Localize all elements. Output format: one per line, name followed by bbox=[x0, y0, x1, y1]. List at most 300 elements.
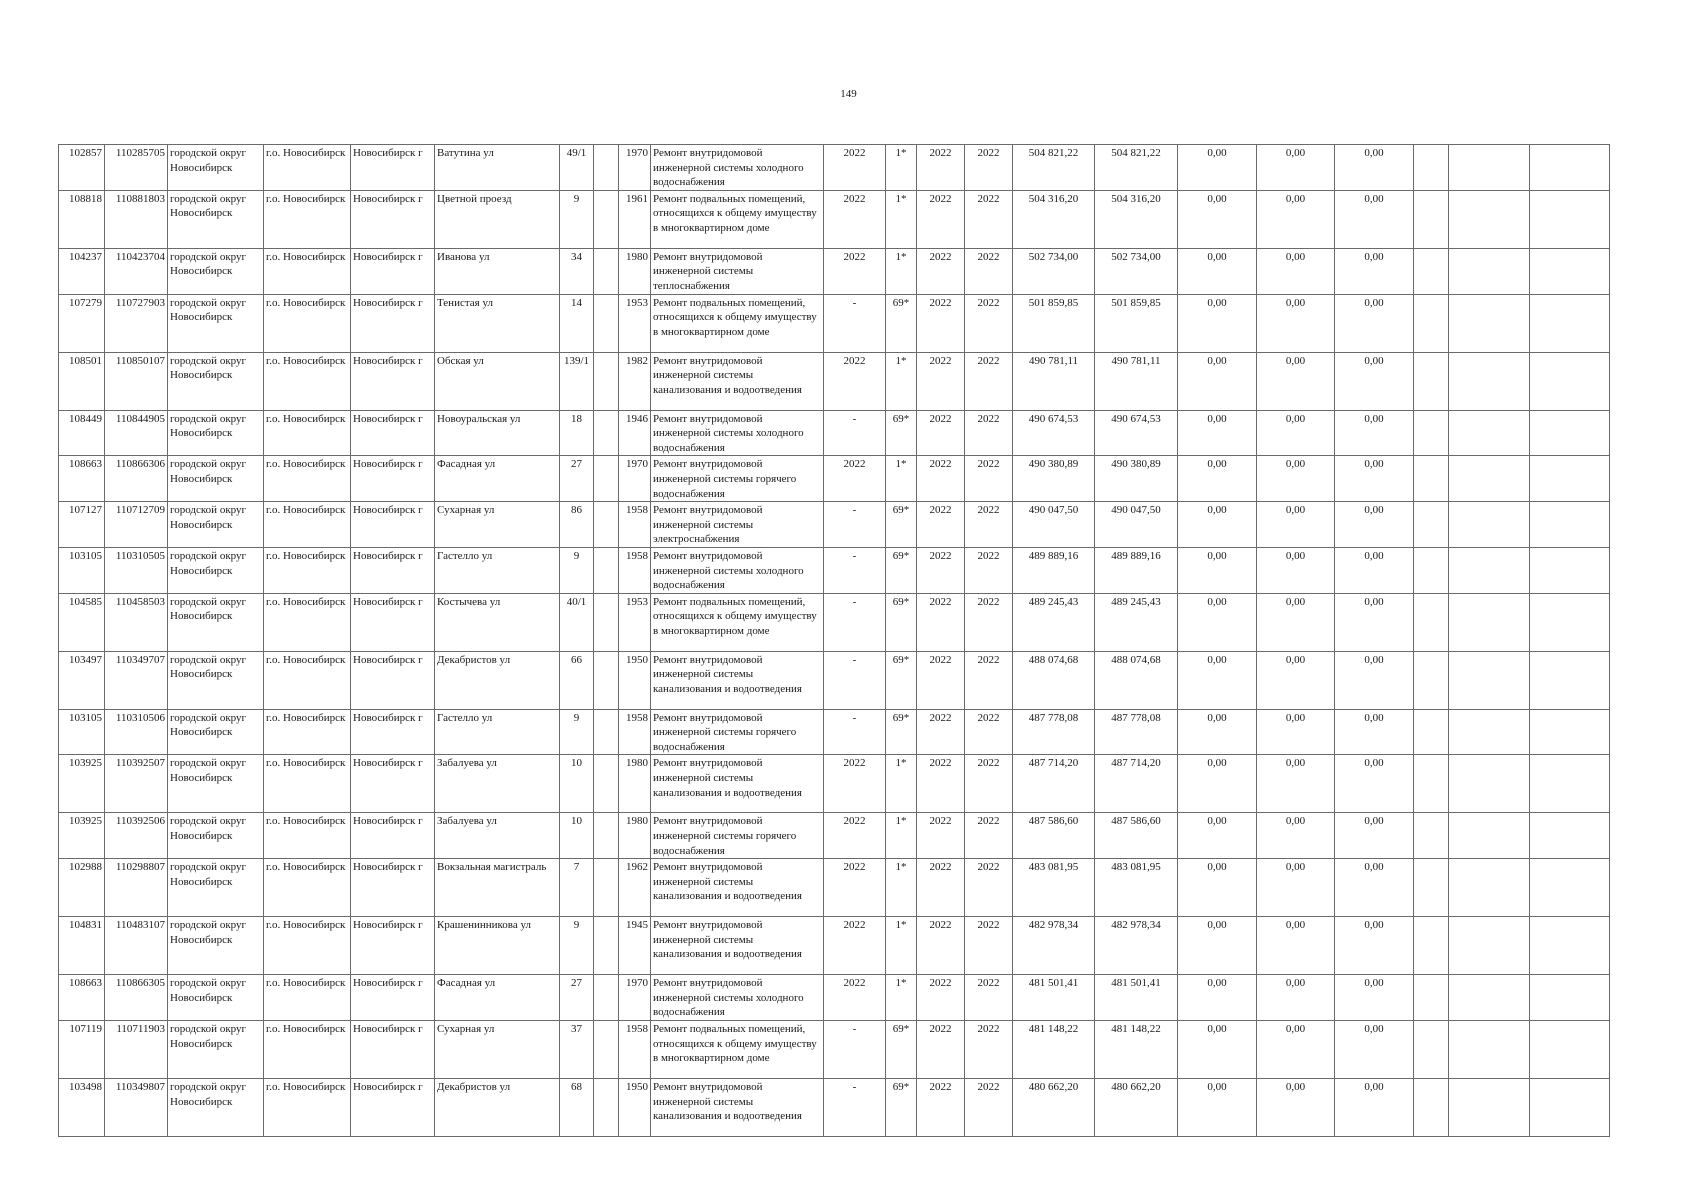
cell-record-id: 110392506 bbox=[105, 813, 168, 859]
cell-total-cost: 490 781,11 bbox=[1013, 352, 1095, 410]
cell-build-year: 1970 bbox=[619, 145, 651, 191]
cell-budget-regional: 0,00 bbox=[1257, 502, 1335, 548]
cell-extra-3 bbox=[1530, 547, 1610, 593]
cell-work-type: Ремонт подвальных помещений, относящихся к общему имуществу в многоквартирном доме bbox=[651, 294, 824, 352]
cell-house-number: 9 bbox=[560, 190, 594, 248]
cell-house-id: 108449 bbox=[59, 410, 105, 456]
cell-budget-local: 0,00 bbox=[1335, 456, 1414, 502]
cell-building bbox=[594, 410, 619, 456]
cell-budget-local: 0,00 bbox=[1335, 190, 1414, 248]
cell-extra-1 bbox=[1414, 352, 1449, 410]
cell-city: Новосибирск г bbox=[351, 709, 435, 755]
cell-street: Гастелло ул bbox=[435, 709, 560, 755]
cell-build-year: 1958 bbox=[619, 1021, 651, 1079]
cell-start-year: 2022 bbox=[917, 755, 965, 813]
cell-start-year: 2022 bbox=[917, 813, 965, 859]
cell-municipality: городской округ Новосибирск bbox=[168, 755, 264, 813]
cell-budget-regional: 0,00 bbox=[1257, 651, 1335, 709]
cell-budget-federal: 0,00 bbox=[1178, 1079, 1257, 1137]
cell-fund-cost: 502 734,00 bbox=[1095, 248, 1178, 294]
table-row bbox=[59, 813, 1610, 859]
cell-criterion: 69* bbox=[886, 593, 917, 651]
cell-total-cost: 480 662,20 bbox=[1013, 1079, 1095, 1137]
cell-criterion: 69* bbox=[886, 709, 917, 755]
cell-start-year: 2022 bbox=[917, 547, 965, 593]
cell-street: Декабристов ул bbox=[435, 651, 560, 709]
cell-end-year: 2022 bbox=[965, 709, 1013, 755]
cell-build-year: 1961 bbox=[619, 190, 651, 248]
cell-city: Новосибирск г bbox=[351, 859, 435, 917]
cell-building bbox=[594, 145, 619, 191]
cell-record-id: 110392507 bbox=[105, 755, 168, 813]
cell-building bbox=[594, 248, 619, 294]
cell-city: Новосибирск г bbox=[351, 975, 435, 1021]
cell-plan-year: 2022 bbox=[824, 248, 886, 294]
cell-budget-local: 0,00 bbox=[1335, 410, 1414, 456]
cell-budget-local: 0,00 bbox=[1335, 248, 1414, 294]
cell-fund-cost: 489 889,16 bbox=[1095, 547, 1178, 593]
cell-extra-2 bbox=[1449, 859, 1530, 917]
cell-extra-3 bbox=[1530, 248, 1610, 294]
cell-house-number: 139/1 bbox=[560, 352, 594, 410]
cell-house-id: 108663 bbox=[59, 975, 105, 1021]
cell-building bbox=[594, 709, 619, 755]
cell-fund-cost: 504 316,20 bbox=[1095, 190, 1178, 248]
cell-fund-cost: 487 778,08 bbox=[1095, 709, 1178, 755]
cell-house-number: 34 bbox=[560, 248, 594, 294]
cell-municipality: городской округ Новосибирск bbox=[168, 410, 264, 456]
cell-municipality: городской округ Новосибирск bbox=[168, 709, 264, 755]
cell-build-year: 1970 bbox=[619, 975, 651, 1021]
cell-start-year: 2022 bbox=[917, 145, 965, 191]
cell-budget-federal: 0,00 bbox=[1178, 547, 1257, 593]
cell-building bbox=[594, 547, 619, 593]
cell-house-number: 68 bbox=[560, 1079, 594, 1137]
cell-budget-local: 0,00 bbox=[1335, 502, 1414, 548]
capital-repair-table bbox=[58, 144, 1610, 1137]
cell-extra-2 bbox=[1449, 975, 1530, 1021]
cell-extra-3 bbox=[1530, 651, 1610, 709]
cell-extra-1 bbox=[1414, 248, 1449, 294]
cell-street: Фасадная ул bbox=[435, 456, 560, 502]
cell-extra-1 bbox=[1414, 709, 1449, 755]
table-row bbox=[59, 593, 1610, 651]
cell-work-type: Ремонт внутридомовой инженерной системы канализования и водоотведения bbox=[651, 859, 824, 917]
cell-end-year: 2022 bbox=[965, 352, 1013, 410]
cell-budget-federal: 0,00 bbox=[1178, 190, 1257, 248]
cell-extra-2 bbox=[1449, 352, 1530, 410]
cell-extra-1 bbox=[1414, 145, 1449, 191]
cell-record-id: 110310505 bbox=[105, 547, 168, 593]
cell-house-id: 103925 bbox=[59, 813, 105, 859]
cell-extra-1 bbox=[1414, 294, 1449, 352]
cell-record-id: 110310506 bbox=[105, 709, 168, 755]
cell-work-type: Ремонт внутридомовой инженерной системы электроснабжения bbox=[651, 502, 824, 548]
cell-house-number: 27 bbox=[560, 975, 594, 1021]
cell-house-id: 103105 bbox=[59, 709, 105, 755]
cell-street: Декабристов ул bbox=[435, 1079, 560, 1137]
cell-extra-1 bbox=[1414, 1021, 1449, 1079]
cell-total-cost: 501 859,85 bbox=[1013, 294, 1095, 352]
cell-budget-regional: 0,00 bbox=[1257, 813, 1335, 859]
cell-fund-cost: 487 586,60 bbox=[1095, 813, 1178, 859]
cell-budget-federal: 0,00 bbox=[1178, 502, 1257, 548]
cell-fund-cost: 490 047,50 bbox=[1095, 502, 1178, 548]
cell-start-year: 2022 bbox=[917, 975, 965, 1021]
table-row bbox=[59, 1021, 1610, 1079]
cell-work-type: Ремонт внутридомовой инженерной системы канализования и водоотведения bbox=[651, 651, 824, 709]
cell-house-id: 108818 bbox=[59, 190, 105, 248]
cell-settlement: г.о. Новосибирск bbox=[264, 248, 351, 294]
cell-street: Крашенинникова ул bbox=[435, 917, 560, 975]
cell-work-type: Ремонт подвальных помещений, относящихся к общему имуществу в многоквартирном доме bbox=[651, 1021, 824, 1079]
cell-city: Новосибирск г bbox=[351, 294, 435, 352]
cell-plan-year: - bbox=[824, 651, 886, 709]
cell-municipality: городской округ Новосибирск bbox=[168, 813, 264, 859]
cell-start-year: 2022 bbox=[917, 651, 965, 709]
cell-criterion: 69* bbox=[886, 547, 917, 593]
cell-extra-1 bbox=[1414, 410, 1449, 456]
cell-criterion: 1* bbox=[886, 190, 917, 248]
cell-budget-regional: 0,00 bbox=[1257, 352, 1335, 410]
cell-extra-3 bbox=[1530, 1021, 1610, 1079]
cell-extra-1 bbox=[1414, 502, 1449, 548]
cell-municipality: городской округ Новосибирск bbox=[168, 1021, 264, 1079]
cell-street: Ватутина ул bbox=[435, 145, 560, 191]
cell-municipality: городской округ Новосибирск bbox=[168, 190, 264, 248]
cell-street: Вокзальная магистраль bbox=[435, 859, 560, 917]
table-row bbox=[59, 547, 1610, 593]
cell-building bbox=[594, 917, 619, 975]
cell-extra-2 bbox=[1449, 1079, 1530, 1137]
cell-record-id: 110866306 bbox=[105, 456, 168, 502]
cell-extra-3 bbox=[1530, 755, 1610, 813]
table-row bbox=[59, 248, 1610, 294]
cell-record-id: 110483107 bbox=[105, 917, 168, 975]
cell-build-year: 1980 bbox=[619, 755, 651, 813]
cell-budget-local: 0,00 bbox=[1335, 547, 1414, 593]
cell-house-id: 102857 bbox=[59, 145, 105, 191]
table-row bbox=[59, 456, 1610, 502]
cell-fund-cost: 490 380,89 bbox=[1095, 456, 1178, 502]
cell-fund-cost: 480 662,20 bbox=[1095, 1079, 1178, 1137]
cell-budget-local: 0,00 bbox=[1335, 859, 1414, 917]
cell-criterion: 69* bbox=[886, 294, 917, 352]
cell-extra-2 bbox=[1449, 145, 1530, 191]
cell-total-cost: 487 586,60 bbox=[1013, 813, 1095, 859]
cell-budget-federal: 0,00 bbox=[1178, 248, 1257, 294]
cell-house-number: 66 bbox=[560, 651, 594, 709]
cell-street: Новоуральская ул bbox=[435, 410, 560, 456]
cell-plan-year: 2022 bbox=[824, 859, 886, 917]
cell-fund-cost: 483 081,95 bbox=[1095, 859, 1178, 917]
cell-building bbox=[594, 651, 619, 709]
cell-budget-local: 0,00 bbox=[1335, 975, 1414, 1021]
cell-start-year: 2022 bbox=[917, 917, 965, 975]
cell-house-id: 104585 bbox=[59, 593, 105, 651]
cell-building bbox=[594, 190, 619, 248]
cell-city: Новосибирск г bbox=[351, 502, 435, 548]
cell-house-number: 10 bbox=[560, 813, 594, 859]
cell-plan-year: 2022 bbox=[824, 145, 886, 191]
table-row bbox=[59, 145, 1610, 191]
cell-work-type: Ремонт внутридомовой инженерной системы канализования и водоотведения bbox=[651, 1079, 824, 1137]
cell-extra-1 bbox=[1414, 917, 1449, 975]
cell-extra-3 bbox=[1530, 1079, 1610, 1137]
cell-extra-2 bbox=[1449, 456, 1530, 502]
cell-municipality: городской округ Новосибирск bbox=[168, 1079, 264, 1137]
cell-plan-year: 2022 bbox=[824, 813, 886, 859]
cell-start-year: 2022 bbox=[917, 593, 965, 651]
cell-total-cost: 488 074,68 bbox=[1013, 651, 1095, 709]
cell-city: Новосибирск г bbox=[351, 1079, 435, 1137]
table-body bbox=[59, 145, 1610, 1137]
cell-build-year: 1946 bbox=[619, 410, 651, 456]
cell-start-year: 2022 bbox=[917, 248, 965, 294]
cell-settlement: г.о. Новосибирск bbox=[264, 651, 351, 709]
cell-building bbox=[594, 294, 619, 352]
cell-total-cost: 504 316,20 bbox=[1013, 190, 1095, 248]
cell-municipality: городской округ Новосибирск bbox=[168, 917, 264, 975]
cell-work-type: Ремонт внутридомовой инженерной системы холодного водоснабжения bbox=[651, 410, 824, 456]
cell-record-id: 110711903 bbox=[105, 1021, 168, 1079]
cell-budget-federal: 0,00 bbox=[1178, 917, 1257, 975]
cell-building bbox=[594, 502, 619, 548]
cell-street: Забалуева ул bbox=[435, 813, 560, 859]
cell-budget-federal: 0,00 bbox=[1178, 651, 1257, 709]
cell-extra-2 bbox=[1449, 248, 1530, 294]
cell-budget-regional: 0,00 bbox=[1257, 975, 1335, 1021]
cell-extra-2 bbox=[1449, 651, 1530, 709]
cell-street: Тенистая ул bbox=[435, 294, 560, 352]
cell-extra-1 bbox=[1414, 456, 1449, 502]
cell-start-year: 2022 bbox=[917, 190, 965, 248]
cell-criterion: 69* bbox=[886, 1079, 917, 1137]
cell-plan-year: 2022 bbox=[824, 456, 886, 502]
cell-extra-2 bbox=[1449, 190, 1530, 248]
cell-record-id: 110850107 bbox=[105, 352, 168, 410]
cell-city: Новосибирск г bbox=[351, 651, 435, 709]
cell-settlement: г.о. Новосибирск bbox=[264, 593, 351, 651]
cell-fund-cost: 481 148,22 bbox=[1095, 1021, 1178, 1079]
cell-fund-cost: 481 501,41 bbox=[1095, 975, 1178, 1021]
cell-street: Обская ул bbox=[435, 352, 560, 410]
cell-record-id: 110349807 bbox=[105, 1079, 168, 1137]
cell-plan-year: 2022 bbox=[824, 190, 886, 248]
cell-budget-federal: 0,00 bbox=[1178, 456, 1257, 502]
page-number: 149 bbox=[840, 88, 857, 100]
cell-extra-3 bbox=[1530, 294, 1610, 352]
cell-budget-federal: 0,00 bbox=[1178, 755, 1257, 813]
cell-house-id: 107119 bbox=[59, 1021, 105, 1079]
cell-extra-2 bbox=[1449, 547, 1530, 593]
cell-extra-2 bbox=[1449, 917, 1530, 975]
cell-work-type: Ремонт подвальных помещений, относящихся к общему имуществу в многоквартирном доме bbox=[651, 190, 824, 248]
cell-city: Новосибирск г bbox=[351, 547, 435, 593]
cell-build-year: 1958 bbox=[619, 502, 651, 548]
cell-budget-local: 0,00 bbox=[1335, 709, 1414, 755]
cell-budget-local: 0,00 bbox=[1335, 917, 1414, 975]
cell-criterion: 1* bbox=[886, 352, 917, 410]
cell-municipality: городской округ Новосибирск bbox=[168, 547, 264, 593]
cell-budget-regional: 0,00 bbox=[1257, 1079, 1335, 1137]
cell-criterion: 69* bbox=[886, 1021, 917, 1079]
cell-build-year: 1953 bbox=[619, 593, 651, 651]
cell-extra-3 bbox=[1530, 456, 1610, 502]
cell-extra-3 bbox=[1530, 190, 1610, 248]
cell-total-cost: 481 501,41 bbox=[1013, 975, 1095, 1021]
cell-budget-local: 0,00 bbox=[1335, 294, 1414, 352]
cell-municipality: городской округ Новосибирск bbox=[168, 248, 264, 294]
cell-house-id: 108663 bbox=[59, 456, 105, 502]
cell-municipality: городской округ Новосибирск bbox=[168, 593, 264, 651]
cell-criterion: 1* bbox=[886, 145, 917, 191]
cell-city: Новосибирск г bbox=[351, 917, 435, 975]
cell-build-year: 1958 bbox=[619, 709, 651, 755]
cell-building bbox=[594, 755, 619, 813]
cell-city: Новосибирск г bbox=[351, 1021, 435, 1079]
cell-budget-regional: 0,00 bbox=[1257, 593, 1335, 651]
cell-start-year: 2022 bbox=[917, 1021, 965, 1079]
cell-house-number: 40/1 bbox=[560, 593, 594, 651]
cell-build-year: 1980 bbox=[619, 248, 651, 294]
cell-house-number: 9 bbox=[560, 917, 594, 975]
cell-street: Гастелло ул bbox=[435, 547, 560, 593]
table-row bbox=[59, 294, 1610, 352]
cell-city: Новосибирск г bbox=[351, 755, 435, 813]
cell-plan-year: - bbox=[824, 410, 886, 456]
cell-total-cost: 483 081,95 bbox=[1013, 859, 1095, 917]
cell-extra-1 bbox=[1414, 190, 1449, 248]
cell-city: Новосибирск г bbox=[351, 145, 435, 191]
cell-settlement: г.о. Новосибирск bbox=[264, 709, 351, 755]
cell-building bbox=[594, 456, 619, 502]
cell-house-id: 103925 bbox=[59, 755, 105, 813]
cell-building bbox=[594, 813, 619, 859]
cell-settlement: г.о. Новосибирск bbox=[264, 456, 351, 502]
cell-settlement: г.о. Новосибирск bbox=[264, 859, 351, 917]
cell-city: Новосибирск г bbox=[351, 456, 435, 502]
cell-extra-2 bbox=[1449, 1021, 1530, 1079]
cell-budget-federal: 0,00 bbox=[1178, 1021, 1257, 1079]
cell-building bbox=[594, 859, 619, 917]
cell-budget-regional: 0,00 bbox=[1257, 294, 1335, 352]
cell-total-cost: 490 380,89 bbox=[1013, 456, 1095, 502]
cell-budget-local: 0,00 bbox=[1335, 352, 1414, 410]
cell-city: Новосибирск г bbox=[351, 248, 435, 294]
cell-house-number: 9 bbox=[560, 547, 594, 593]
cell-settlement: г.о. Новосибирск bbox=[264, 145, 351, 191]
cell-municipality: городской округ Новосибирск bbox=[168, 456, 264, 502]
cell-municipality: городской округ Новосибирск bbox=[168, 859, 264, 917]
cell-plan-year: 2022 bbox=[824, 352, 886, 410]
cell-plan-year: 2022 bbox=[824, 975, 886, 1021]
cell-building bbox=[594, 1079, 619, 1137]
cell-settlement: г.о. Новосибирск bbox=[264, 410, 351, 456]
cell-start-year: 2022 bbox=[917, 859, 965, 917]
cell-house-number: 14 bbox=[560, 294, 594, 352]
cell-street: Сухарная ул bbox=[435, 502, 560, 548]
cell-extra-3 bbox=[1530, 813, 1610, 859]
cell-work-type: Ремонт внутридомовой инженерной системы холодного водоснабжения bbox=[651, 145, 824, 191]
cell-extra-2 bbox=[1449, 593, 1530, 651]
cell-house-number: 49/1 bbox=[560, 145, 594, 191]
cell-house-number: 86 bbox=[560, 502, 594, 548]
cell-work-type: Ремонт внутридомовой инженерной системы канализования и водоотведения bbox=[651, 755, 824, 813]
cell-extra-2 bbox=[1449, 755, 1530, 813]
cell-budget-regional: 0,00 bbox=[1257, 917, 1335, 975]
cell-record-id: 110881803 bbox=[105, 190, 168, 248]
cell-criterion: 1* bbox=[886, 859, 917, 917]
table-row bbox=[59, 352, 1610, 410]
cell-end-year: 2022 bbox=[965, 859, 1013, 917]
cell-build-year: 1945 bbox=[619, 917, 651, 975]
cell-budget-regional: 0,00 bbox=[1257, 145, 1335, 191]
cell-work-type: Ремонт внутридомовой инженерной системы горячего водоснабжения bbox=[651, 709, 824, 755]
cell-end-year: 2022 bbox=[965, 502, 1013, 548]
cell-criterion: 1* bbox=[886, 813, 917, 859]
cell-total-cost: 504 821,22 bbox=[1013, 145, 1095, 191]
cell-criterion: 1* bbox=[886, 456, 917, 502]
cell-municipality: городской округ Новосибирск bbox=[168, 502, 264, 548]
cell-work-type: Ремонт подвальных помещений, относящихся к общему имуществу в многоквартирном доме bbox=[651, 593, 824, 651]
cell-fund-cost: 487 714,20 bbox=[1095, 755, 1178, 813]
cell-work-type: Ремонт внутридомовой инженерной системы канализования и водоотведения bbox=[651, 917, 824, 975]
cell-plan-year: - bbox=[824, 1021, 886, 1079]
cell-settlement: г.о. Новосибирск bbox=[264, 352, 351, 410]
cell-extra-3 bbox=[1530, 709, 1610, 755]
cell-total-cost: 481 148,22 bbox=[1013, 1021, 1095, 1079]
cell-extra-1 bbox=[1414, 755, 1449, 813]
cell-record-id: 110727903 bbox=[105, 294, 168, 352]
cell-budget-local: 0,00 bbox=[1335, 145, 1414, 191]
cell-work-type: Ремонт внутридомовой инженерной системы холодного водоснабжения bbox=[651, 547, 824, 593]
cell-record-id: 110349707 bbox=[105, 651, 168, 709]
cell-total-cost: 487 714,20 bbox=[1013, 755, 1095, 813]
cell-house-id: 107127 bbox=[59, 502, 105, 548]
cell-extra-1 bbox=[1414, 547, 1449, 593]
cell-budget-local: 0,00 bbox=[1335, 1021, 1414, 1079]
cell-budget-regional: 0,00 bbox=[1257, 1021, 1335, 1079]
cell-city: Новосибирск г bbox=[351, 190, 435, 248]
cell-building bbox=[594, 352, 619, 410]
cell-extra-3 bbox=[1530, 975, 1610, 1021]
cell-settlement: г.о. Новосибирск bbox=[264, 813, 351, 859]
cell-street: Сухарная ул bbox=[435, 1021, 560, 1079]
cell-work-type: Ремонт внутридомовой инженерной системы теплоснабжения bbox=[651, 248, 824, 294]
cell-house-id: 103497 bbox=[59, 651, 105, 709]
cell-building bbox=[594, 593, 619, 651]
cell-end-year: 2022 bbox=[965, 248, 1013, 294]
cell-start-year: 2022 bbox=[917, 456, 965, 502]
table-row bbox=[59, 190, 1610, 248]
cell-fund-cost: 482 978,34 bbox=[1095, 917, 1178, 975]
cell-extra-2 bbox=[1449, 410, 1530, 456]
cell-budget-federal: 0,00 bbox=[1178, 975, 1257, 1021]
cell-extra-1 bbox=[1414, 975, 1449, 1021]
cell-extra-3 bbox=[1530, 502, 1610, 548]
cell-plan-year: - bbox=[824, 294, 886, 352]
cell-house-id: 103498 bbox=[59, 1079, 105, 1137]
cell-budget-regional: 0,00 bbox=[1257, 755, 1335, 813]
cell-house-number: 10 bbox=[560, 755, 594, 813]
cell-end-year: 2022 bbox=[965, 917, 1013, 975]
cell-municipality: городской округ Новосибирск bbox=[168, 975, 264, 1021]
cell-municipality: городской округ Новосибирск bbox=[168, 651, 264, 709]
cell-budget-federal: 0,00 bbox=[1178, 145, 1257, 191]
cell-street: Фасадная ул bbox=[435, 975, 560, 1021]
cell-city: Новосибирск г bbox=[351, 410, 435, 456]
